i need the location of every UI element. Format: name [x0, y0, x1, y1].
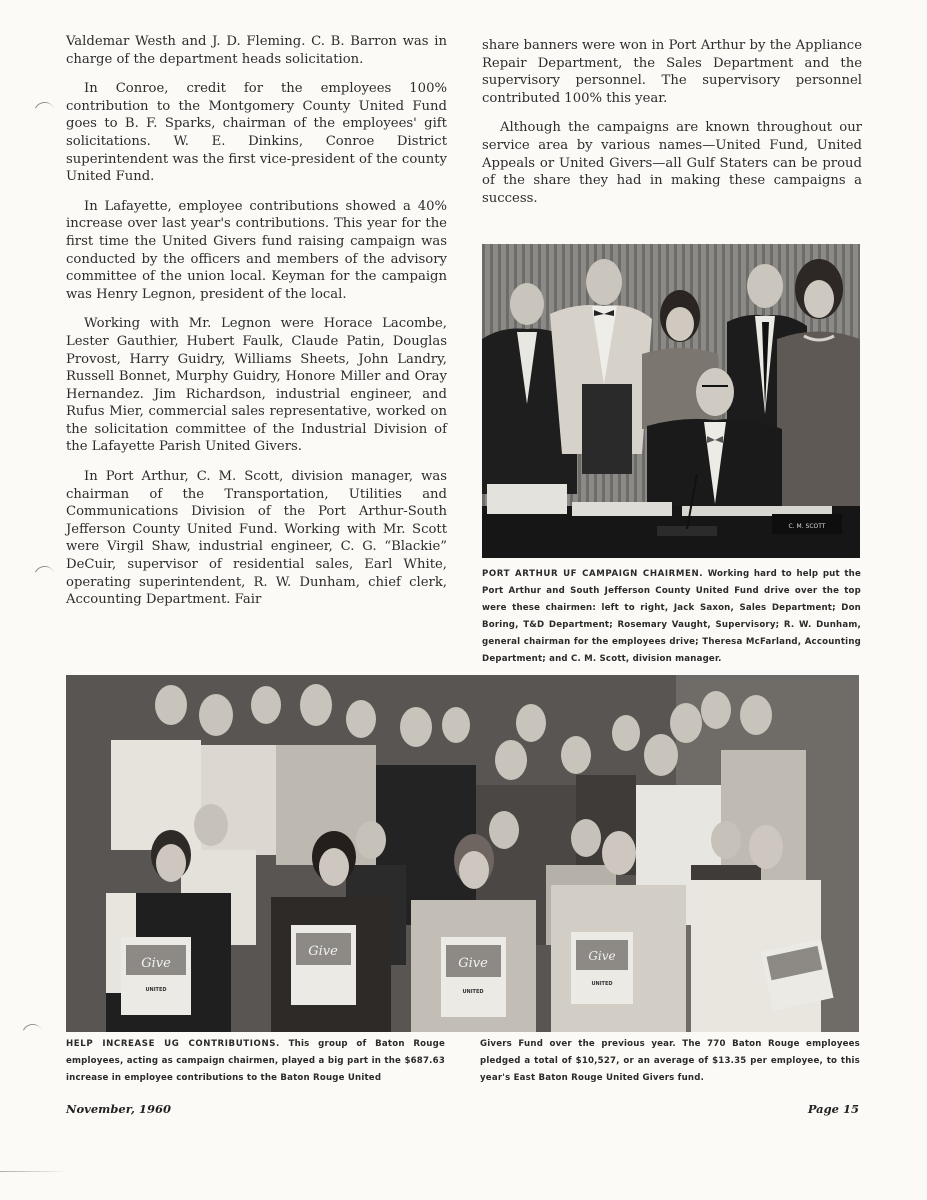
paragraph-conclusion: Although the campaigns are known throughout our service area by various names—United Fund, United Appeals or United Givers—all Gulf Staters can be proud of the share they had in making these campaigns a success.	[482, 120, 862, 206]
paragraph-fair-share: share banners were won in Port Arthur by the Appliance Repair Department, the Sales Department and the supervisory personnel. The supervisory personnel contributed 100% this year.	[482, 38, 862, 106]
poster-title: Give	[308, 944, 338, 959]
paragraph-legnon-team: Working with Mr. Legnon were Horace Lacombe, Lester Gauthier, Hubert Faulk, Claude Patin, Douglas Provost, Harry Guidry, Williams Sheets, John Landry, Russell Bonnet, Murphy Guidry, Honore Miller and Oray Hernandez. Jim Richardson, industrial engineer, and Rufus Mier, commercial sales representative, worked on the solicitation committee of the Industrial Division of the Lafayette Parish United Givers.	[66, 316, 447, 455]
caption-baton-rouge-right	[480, 1036, 860, 1087]
photo-port-arthur-chairmen	[482, 244, 860, 558]
poster-badge: UNITED	[591, 981, 613, 987]
caption-body: This group of Baton Rouge employees, acting as campaign chairmen, played a big part in the $687.63 increase in employee contributions to the Baton Rouge United	[66, 1039, 445, 1083]
photo-baton-rouge-image	[66, 675, 859, 1032]
footer-page-number: Page 15	[807, 1102, 859, 1116]
punch-hole-mark-bottom	[19, 1021, 46, 1048]
footer-issue-date: November, 1960	[66, 1102, 171, 1116]
scan-edge-line	[0, 1171, 70, 1172]
give-poster	[291, 925, 356, 1005]
give-poster	[760, 939, 833, 1011]
poster-title: Give	[458, 956, 488, 971]
desk-nameplate: C. M. SCOTT	[788, 523, 826, 530]
poster-badge: UNITED	[145, 987, 167, 993]
paragraph-continued: Valdemar Westh and J. D. Fleming. C. B. Barron was in charge of the department heads solicitation.	[66, 34, 447, 67]
article-left-column	[66, 33, 447, 621]
caption-title: HELP INCREASE UG CONTRIBUTIONS.	[66, 1039, 280, 1049]
photo-baton-rouge-chairmen	[66, 675, 859, 1032]
punch-hole-mark-middle	[31, 563, 58, 590]
caption-baton-rouge-left	[66, 1036, 445, 1087]
photo-port-arthur-image	[482, 244, 860, 558]
paragraph-port-arthur: In Port Arthur, C. M. Scott, division manager, was chairman of the Transportation, Utilities and Communications Division of the Port Arthur-South Jefferson County United Fund. Working with Mr. Scott were Virgil Shaw, industrial engineer, C. G. “Blackie” DeCuir, supervisor of residential sales, Earl White, operating superintendent, R. W. Dunham, chief clerk, Accounting Department. Fair	[66, 469, 447, 608]
poster-badge: UNITED	[462, 989, 484, 995]
caption-body: Working hard to help put the Port Arthur and South Jefferson County United Fund drive over the top were these chairmen: left to right, Jack Saxon, Sales Department; Don Boring, T&D Department; Rosemary Vaught, Supervisory; R. W. Dunham, general chairman for the employees drive; Theresa McFarland, Accounting Department; and C. M. Scott, division manager.	[482, 569, 861, 664]
give-poster	[121, 937, 191, 1015]
caption-body: Givers Fund over the previous year. The 770 Baton Rouge employees pledged a total of $10,527, or an average of $13.35 per employee, to this year's East Baton Rouge United Givers fund.	[480, 1039, 860, 1083]
paragraph-conroe: In Conroe, credit for the employees 100% contribution to the Montgomery County United Fund goes to B. F. Sparks, chairman of the employees' gift solicitations. W. E. Dinkins, Conroe District superintendent was the first vice-president of the county United Fund.	[66, 81, 447, 185]
poster-title: Give	[141, 956, 171, 971]
punch-hole-mark-top	[31, 99, 58, 126]
give-poster	[441, 937, 506, 1017]
poster-title: Give	[588, 949, 616, 963]
caption-port-arthur	[482, 566, 861, 668]
article-right-column	[482, 37, 862, 219]
caption-title: PORT ARTHUR UF CAMPAIGN CHAIRMEN.	[482, 569, 704, 579]
paragraph-lafayette: In Lafayette, employee contributions showed a 40% increase over last year's contributions. This year for the first time the United Givers fund raising campaign was conducted by the officers and members of the advisory committee of the union local. Keyman for the campaign was Henry Legnon, president of the local.	[66, 198, 447, 302]
give-poster	[571, 932, 633, 1004]
